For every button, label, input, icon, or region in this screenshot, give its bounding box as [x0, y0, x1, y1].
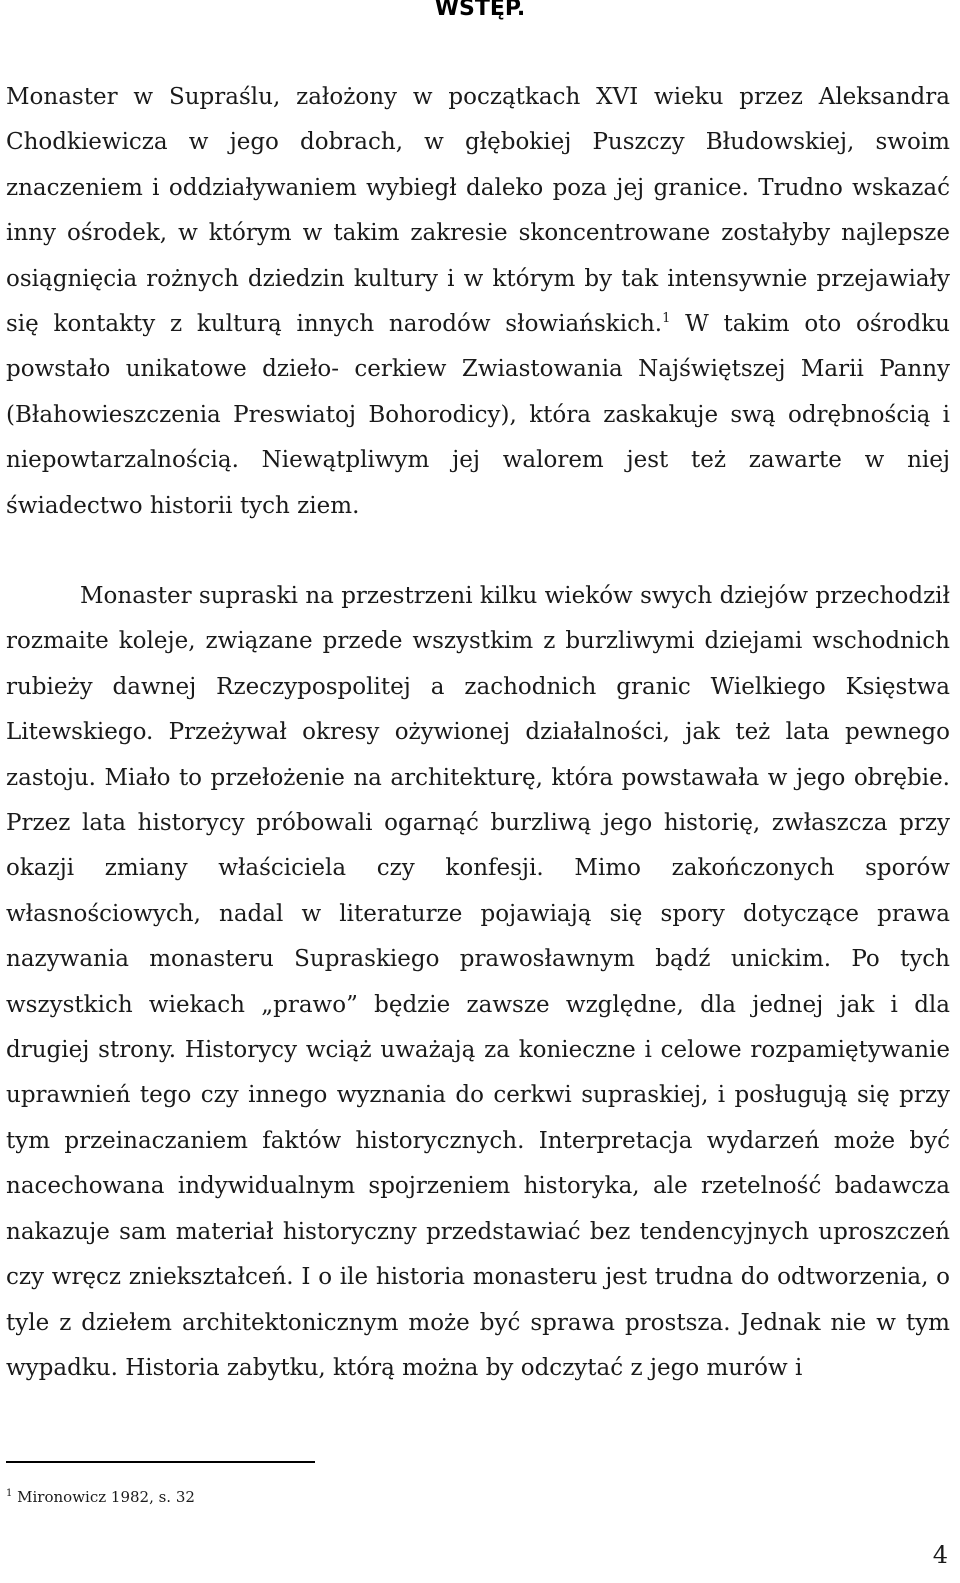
paragraph-1 — [6, 75, 950, 529]
footnote-mark: 1 — [6, 1488, 13, 1499]
page-heading: WSTĘP. — [434, 0, 526, 21]
footnote-text: Mironowicz 1982, s. 32 — [12, 1488, 195, 1506]
paragraph-1-text-a: Monaster w Supraślu, założony w początkach XVI wieku przez Aleksandra Chodkiewicza w jego dobrach, w głębokiej Puszczy Błudowskiej, swoim znaczeniem i oddziaływaniem wybiegł daleko poza jej granice. Trudno wskazać inny ośrodek, w którym w takim zakresie skoncentrowane zostałyby najlepsze osiągnięcia rożnych dziedzin kultury i w którym by tak intensywnie przejawiały się kontakty z kulturą innych narodów słowiańskich. — [6, 84, 950, 338]
paragraph-2: Monaster supraski na przestrzeni kilku wieków swych dziejów przechodził rozmaite koleje, związane przede wszystkim z burzliwymi dziejami wschodnich rubieży dawnej Rzeczypospolitej a zachodnich granic Wielkiego Księstwa Litewskiego. Przeżywał okresy ożywionej działalności, jak też lata pewnego zastoju. Miało to przełożenie na architekturę, która powstawała w jego obrębie. Przez lata historycy próbowali ogarnąć burzliwą jego historię, zwłaszcza przy okazji zmiany właściciela czy konfesji. Mimo zakończonych sporów własnościowych, nadal w literaturze pojawiają się spory dotyczące prawa nazywania monasteru Supraskiego prawosławnym bądź unickim. Po tych wszystkich wiekach „prawo” będzie zawsze względne, dla jednej jak i dla drugiej strony. Historycy wciąż uważają za konieczne i celowe rozpamiętywanie uprawnień tego czy innego wyznania do cerkwi supraskiej, i posługują się przy tym przeinaczaniem faktów historycznych. Interpretacja wydarzeń może być nacechowana indywidualnym spojrzeniem historyka, ale rzetelność badawcza nakazuje sam materiał historyczny przedstawiać bez tendencyjnych uproszczeń czy wręcz zniekształceń. I o ile historia monasteru jest trudna do odtworzenia, o tyle z dziełem architektonicznym może być sprawa prostsza. Jednak nie w tym wypadku. Historia zabytku, którą można by odczytać z jego murów i — [6, 583, 950, 1381]
paragraph-1-text-b: W takim oto ośrodku powstało unikatowe dzieło- cerkiew Zwiastowania Najświętszej Marii Panny (Błahowieszczenia Preswiatoj Bohorodicy), która zaskakuje swą odrębnością i niepowtarzalnością. Niewątpliwym jej walorem jest też zawarte w niej świadectwo historii tych ziem. — [6, 311, 950, 519]
footnote-divider — [6, 1461, 315, 1463]
page-number: 4 — [932, 1541, 948, 1569]
footnote — [6, 1486, 195, 1508]
footnote-reference[interactable]: 1 — [662, 311, 671, 327]
